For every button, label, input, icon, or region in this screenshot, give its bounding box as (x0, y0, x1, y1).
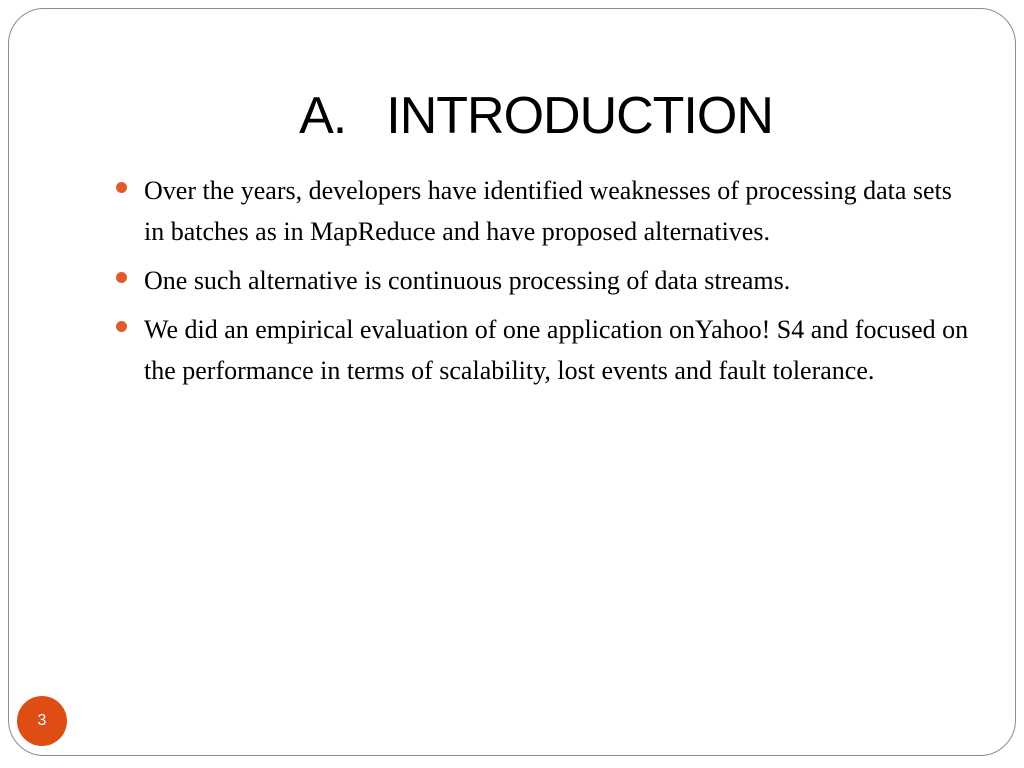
bullet-text: One such alternative is continuous processing of data streams. (144, 266, 791, 295)
bullet-dot-icon (116, 182, 127, 193)
bullet-dot-icon (116, 321, 127, 332)
page-number-badge: 3 (17, 696, 67, 746)
slide-title (0, 84, 1024, 148)
title-number: A. (299, 87, 347, 145)
list-item (112, 309, 972, 391)
list-item (112, 260, 972, 301)
bullet-text: We did an empirical evaluation of one application onYahoo! S4 and focused on the performance in terms of scalability, lost events and fault tolerance. (144, 315, 969, 385)
bullet-list (112, 170, 972, 399)
list-item (112, 170, 972, 252)
bullet-dot-icon (116, 272, 127, 283)
title-text: INTRODUCTION (386, 87, 773, 145)
bullet-text: Over the years, developers have identified weaknesses of processing data sets in batches as in MapReduce and have proposed alternatives. (144, 176, 952, 246)
